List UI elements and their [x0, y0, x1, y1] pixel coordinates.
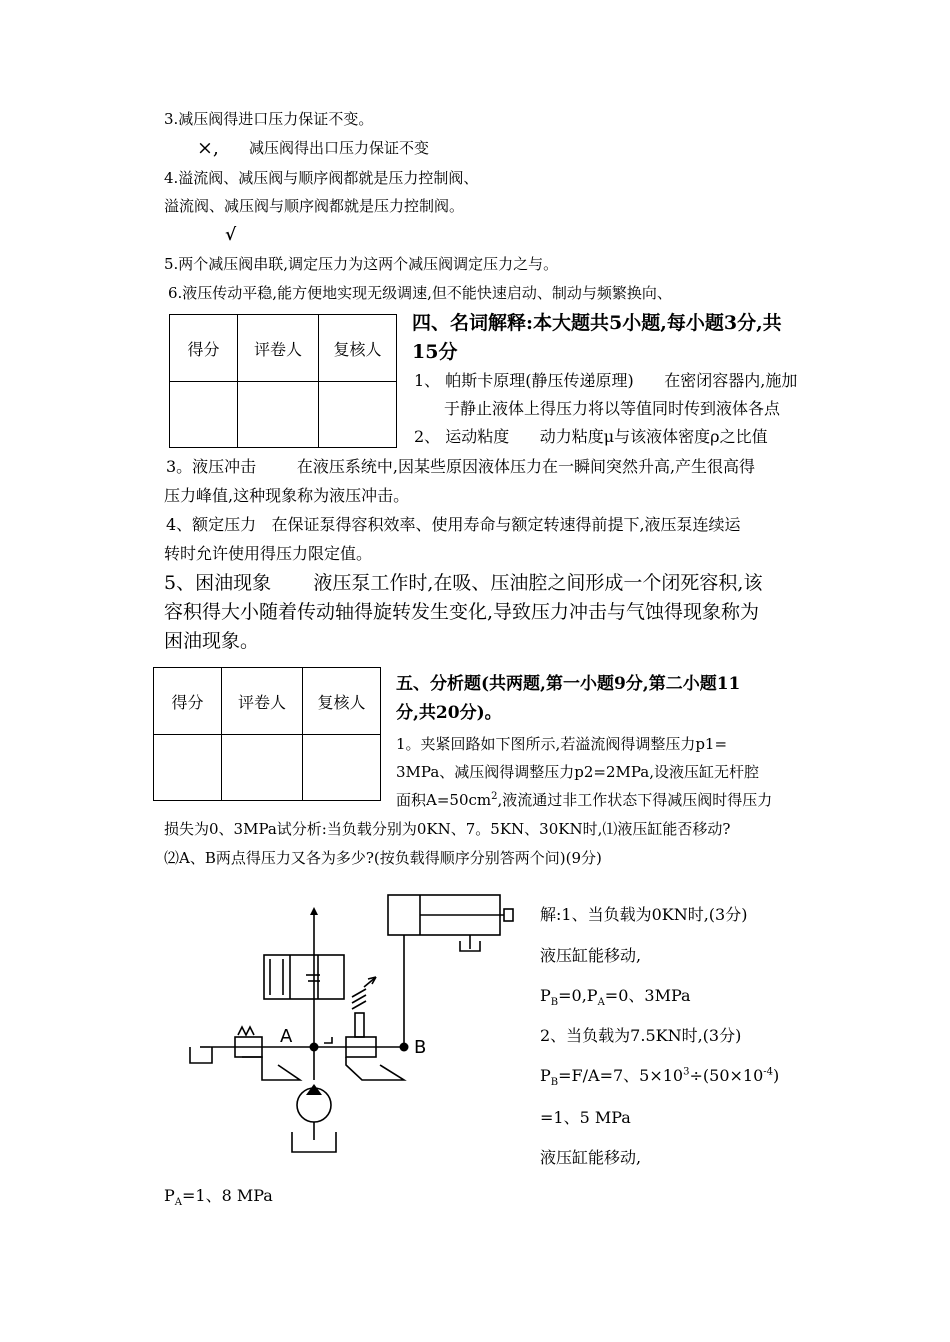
section4-item2: 2、 运动粘度 动力粘度μ与该液体密度ρ之比值 — [414, 427, 768, 446]
reviewer-header: 复核人 — [319, 315, 397, 382]
score-header: 得分 — [170, 315, 238, 382]
clamping-circuit-diagram — [180, 885, 540, 1175]
solution-line2: 液压缸能移动, — [540, 946, 642, 965]
section4-item5-line2: 容积得大小随着传动轴得旋转发生变化,导致压力冲击与气蚀得现象称为 — [164, 601, 760, 623]
grader-header: 评卷人 — [222, 668, 303, 735]
cylinder-rod-end — [504, 909, 513, 921]
section4-title-line1: 四、名词解释:本大题共5小题,每小题3分,共 — [412, 312, 782, 334]
section4-item4-line1: 4、额定压力 在保证泵得容积效率、使用寿命与额定转速得前提下,液压泵连续运 — [166, 515, 741, 534]
solution-line3: $P_B=0,P_A=0$、3MPa — [540, 986, 691, 1009]
section5-problem-line5: ⑵A、B两点得压力又各为多少?(按负载得顺序分别答两个问)(9分) — [164, 849, 602, 867]
section5-title-line2: 分,共20分)。 — [396, 703, 502, 723]
relief-tank-icon — [190, 1047, 212, 1063]
solution-line4: 2、当负载为7.5KN时,(3分) — [540, 1026, 742, 1045]
directional-valve — [264, 955, 344, 999]
q4-check-mark: √ — [225, 225, 237, 245]
reviewer-cell[interactable] — [319, 382, 397, 448]
solution-line1: 解:1、当负载为0KN时,(3分) — [540, 905, 748, 924]
section4-item3-line2: 压力峰值,这种现象称为液压冲击。 — [164, 486, 410, 505]
q3-wrong-mark: ×, — [197, 137, 219, 159]
solution-line7: 液压缸能移动, — [540, 1148, 642, 1167]
q3-text: 3.减压阀得进口压力保证不变。 — [164, 110, 374, 128]
q4-line1: 4.溢流阀、减压阀与顺序阀都就是压力控制阀、 — [164, 169, 479, 187]
section4-item3-line1: 3。液压冲击 在液压系统中,因某些原因液体压力在一瞬间突然升高,产生很高得 — [166, 457, 756, 476]
section4-title-line2: 15分 — [412, 341, 458, 363]
section4-item1-line2: 于静止液体上得压力将以等值同时传到液体各点 — [444, 399, 781, 418]
section4-item4-line2: 转时允许使用得压力限定值。 — [164, 544, 373, 563]
solution-line8: $P_A=1$、8 MPa — [164, 1186, 273, 1209]
junction-a — [310, 1043, 319, 1052]
score-header: 得分 — [154, 668, 222, 735]
section4-item5-line3: 困油现象。 — [164, 630, 260, 652]
q4-line2: 溢流阀、减压阀与顺序阀都就是压力控制阀。 — [164, 197, 465, 215]
grader-cell[interactable] — [238, 382, 319, 448]
section5-problem-line4: 损失为0、3MPa试分析:当负载分别为0KN、7。5KN、30KN时,⑴液压缸能否移动? — [164, 820, 731, 838]
section4-item1-line1: 1、 帕斯卡原理(静压传递原理) 在密闭容器内,施加 — [414, 371, 798, 390]
score-cell[interactable] — [170, 382, 238, 448]
q6-text: 6.液压传动平稳,能方便地实现无级调速,但不能快速启动、制动与频繁换向、 — [168, 284, 672, 302]
grader-header: 评卷人 — [238, 315, 319, 382]
reviewer-header: 复核人 — [303, 668, 381, 735]
section5-problem-line3: 面积$A=50cm^2$,液流通过非工作状态下得减压阀时得压力 — [396, 791, 773, 809]
solution-line5: $P_B=F/A=7$、$5\times 10^3\div(50\times 10^{-4})$ — [540, 1066, 780, 1089]
score-cell[interactable] — [154, 735, 222, 801]
score-table-section4 — [169, 314, 397, 448]
section5-title-line1: 五、分析题(共两题,第一小题9分,第二小题11 — [396, 674, 741, 694]
score-table-section5 — [153, 667, 381, 801]
grader-cell[interactable] — [222, 735, 303, 801]
reviewer-cell[interactable] — [303, 735, 381, 801]
label-b: B — [414, 1037, 427, 1058]
reducing-spring-icon — [352, 989, 366, 1009]
q5-text: 5.两个减压阀串联,调定压力为这两个减压阀调定压力之与。 — [164, 255, 559, 273]
junction-b — [400, 1043, 409, 1052]
q3-correction: 减压阀得出口压力保证不变 — [249, 139, 430, 157]
relief-spring-icon — [238, 1027, 254, 1035]
solution-line6: =1、5 MPa — [540, 1108, 631, 1127]
section5-problem-line1: 1。夹紧回路如下图所示,若溢流阀得调整压力p1= — [396, 735, 728, 753]
label-a: A — [280, 1026, 293, 1047]
section4-item5-line1: 5、困油现象 液压泵工作时,在吸、压油腔之间形成一个闭死容积,该 — [164, 572, 763, 594]
section5-problem-line2: 3MPa、减压阀得调整压力p2=2MPa,设液压缸无杆腔 — [396, 763, 760, 781]
